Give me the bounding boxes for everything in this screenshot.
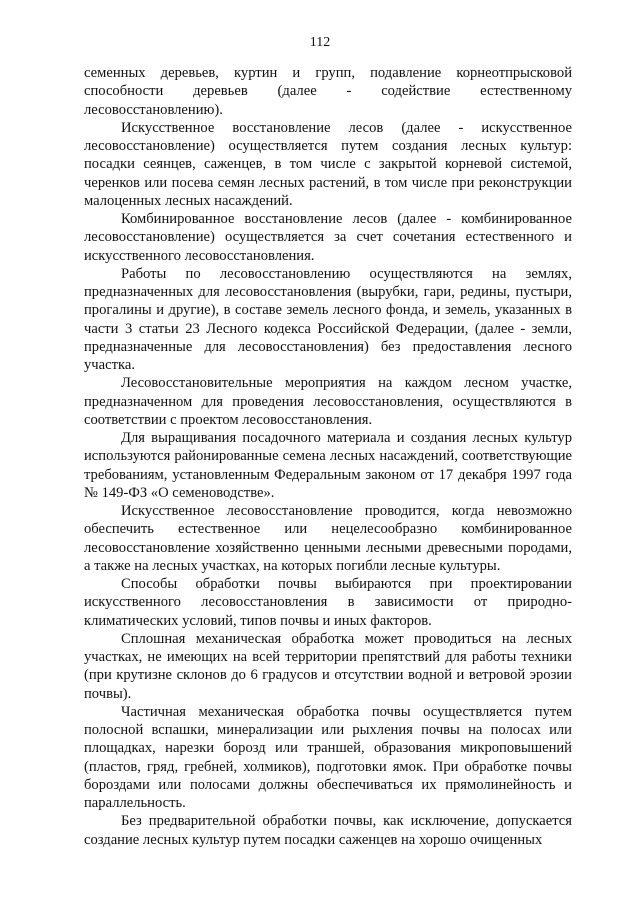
paragraph-combined-regeneration: Комбинированное восстановление лесов (далее - комбинированное лесовосстановление) осуществляется за счет сочетания естественного и искусственного лесовосстановления. <box>84 211 572 264</box>
paragraph-no-pretreatment: Без предварительной обработки почвы, как исключение, допускается создание лесных культур путем посадки саженцев на хорошо очищенных <box>84 813 572 848</box>
paragraph-regeneration-project: Лесовосстановительные мероприятия на каждом лесном участке, предназначенном для проведения лесовосстановления, осуществляются в соответствии с проектом лесовосстановления. <box>84 375 572 428</box>
body-text <box>84 64 572 849</box>
paragraph-zoned-seeds: Для выращивания посадочного материала и создания лесных культур используются районированные семена лесных насаждений, соответствующие требованиям, установленным Федеральным законом от 17 декабря 1997 года № 149-ФЗ «О семеноводстве». <box>84 430 572 501</box>
paragraph-continuous-treatment: Сплошная механическая обработка может проводиться на лесных участках, не имеющих на всей территории препятствий для работы техники (при крутизне склонов до 6 градусов и отсутствии водной и ветровой эрозии почвы). <box>84 630 572 702</box>
paragraph-partial-treatment: Частичная механическая обработка почвы осуществляется путем полосной вспашки, минерализации или рыхления почвы на полосах или площадках, нарезки борозд или траншей, образования микроповышений (пластов, гряд, гребней, холмиков), подготовки ямок. При обработке почвы бороздами или полосами должны обеспечиваться их прямолинейность и параллельность. <box>84 703 572 811</box>
paragraph-artificial-regeneration: Искусственное восстановление лесов (далее - искусственное лесовосстановление) осуществляется путем создания лесных культур: посадки сеянцев, саженцев, в том числе с закрытой корневой системой, черенков или посева семян лесных растений, в том числе при реконструкции малоценных лесных насаждений. <box>84 119 572 209</box>
paragraph-regeneration-lands: Работы по лесовосстановлению осуществляются на землях, предназначенных для лесовосстановления (вырубки, гари, редины, пустыри, прогалины и другие), в составе земель лесного фонда, и земель, указанных в части 3 статьи 23 Лесного кодекса Российской Федерации, (далее - земли, предназначенные для лесовосстановления) без предоставления лесного участка. <box>84 265 572 373</box>
paragraph-artificial-when: Искусственное лесовосстановление проводится, когда невозможно обеспечить естественное или нецелесообразно комбинированное лесовосстановление хозяйственно ценными лесными древесными породами, а также на лесных участках, на которых погибли лесные культуры. <box>84 503 572 574</box>
paragraph-natural-regeneration-continued: семенных деревьев, куртин и групп, подавление корнеотпрысковой способности деревьев (далее - содействие естественному лесовосстановлению). <box>84 65 572 118</box>
paragraph-soil-treatment-methods: Способы обработки почвы выбираются при проектировании искусственного лесовосстановления в зависимости от природно-климатических условий, типов почвы и иных факторов. <box>84 576 572 629</box>
page-number: 112 <box>309 35 331 50</box>
